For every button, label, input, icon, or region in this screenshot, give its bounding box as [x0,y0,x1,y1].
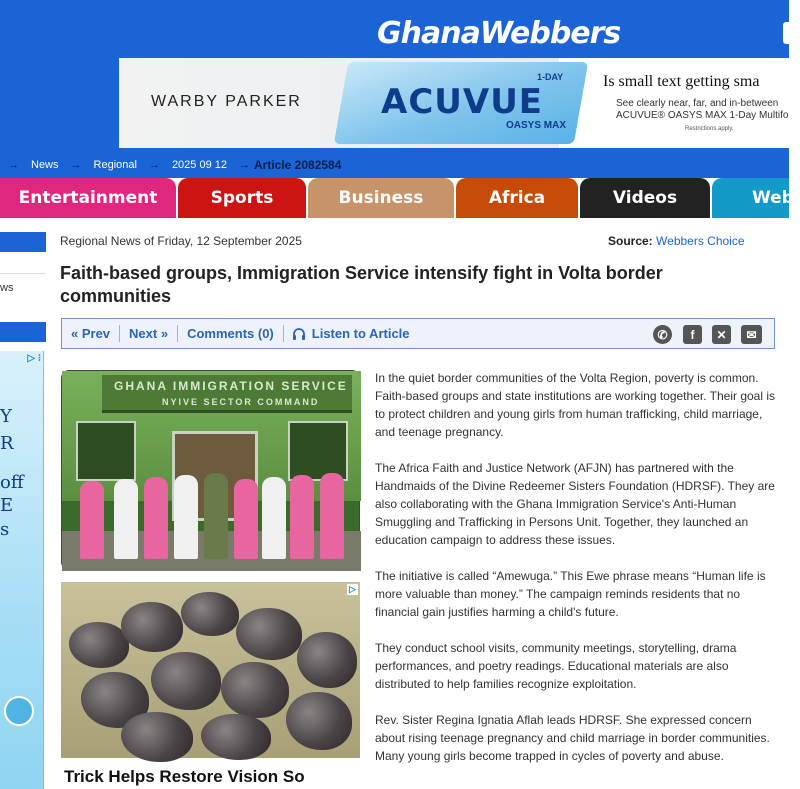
breadcrumb-regional[interactable]: Regional [93,159,137,171]
site-header [0,0,789,178]
top-ad-banner[interactable] [119,58,789,148]
photo-nut [286,692,352,750]
promo-title[interactable]: Trick Helps Restore Vision So [64,767,305,786]
sidebar-ad-text: E [0,495,14,516]
photo-nut [121,602,183,652]
comments-button[interactable]: Comments (0) [178,325,284,342]
article-paragraph: Rev. Sister Regina Ignatia Aflah leads HDRSF. She expressed concern about rising teenage pregnancy and child marriage in border communities. Many young girls become trapped in cycles of poverty and abuse. [375,713,770,763]
photo-person [234,479,258,559]
article-body [375,369,775,783]
listen-button[interactable] [284,326,410,341]
photo-nut [69,622,129,668]
article-source [608,234,745,248]
sidebar-ad[interactable] [0,351,44,789]
left-sidebar [0,218,46,789]
breadcrumb-date[interactable]: 2025 09 12 [171,159,227,171]
article-title: Faith-based groups, Immigration Service intensify fight in Volta border communities [60,263,663,306]
photo-person [144,477,168,559]
listen-label: Listen to Article [311,326,410,341]
photo-person [80,481,104,559]
ad-choices-icon[interactable]: ▷ ⁝ [27,353,41,364]
photo-nut [297,632,357,688]
facebook-icon[interactable]: f [683,325,702,344]
ad-choices-icon[interactable]: ▷ [349,584,356,594]
sidebar-ad-text: Y [0,406,12,427]
tab-entertainment[interactable]: Entertainment [0,178,176,218]
tab-africa[interactable]: Africa [456,178,578,218]
category-nav [0,178,800,218]
photo-person [290,475,314,559]
photo-nut [236,608,302,660]
tab-sports[interactable]: Sports [178,178,306,218]
ad-product-image [4,696,34,726]
photo-person [262,477,286,559]
article-paragraph: The initiative is called “Amewuga.” This Ewe phrase means “Human life is more valuable than money.” The campaign reminds residents that no financial gain justifies harming a child's future. [375,569,766,619]
prev-button[interactable]: « Prev [62,325,120,342]
photo-sign-line1: GHANA IMMIGRATION SERVICE [114,379,348,393]
header-edge-element [783,22,789,44]
sidebar-header-bar [0,232,46,252]
sidebar-ad-text: off [0,472,24,493]
article-paragraph: In the quiet border communities of the Volta Region, poverty is common. Faith-based groups and state institutions are working together. Their goal is to protect children and young girls from human trafficking, child marriage, and teenage pregnancy. [375,371,776,439]
x-twitter-icon[interactable]: ✕ [712,325,731,344]
photo-window [76,421,136,481]
photo-nut [221,662,289,718]
photo-nut [181,592,239,636]
source-link[interactable]: Webbers Choice [656,234,745,248]
promo-ad-image[interactable] [61,582,360,758]
source-label: Source: [608,234,653,248]
breadcrumb-arrow-icon: → [239,159,250,171]
breadcrumb-news[interactable]: News [31,159,59,171]
sidebar-item[interactable]: ws [0,282,14,294]
ad-restrictions: Restrictions apply. [685,126,734,132]
email-icon[interactable]: ✉ [741,325,762,344]
breadcrumb [0,156,353,174]
breadcrumb-article: Article 2082584 [254,158,342,172]
article-toolbar [61,318,775,349]
article-paragraph: The Africa Faith and Justice Network (AFJN) has partnered with the Handmaids of the Divine Redeemer Sisters Foundation (HDRSF). They are also collaborating with the Ghana Immigration Service's Anti-Human Smuggling and Trafficking in Persons Unit. Together, they launched an education campaign to address these issues. [375,461,775,547]
photo-person [204,473,228,559]
article-meta: Regional News of Friday, 12 September 2025 [60,234,302,248]
ad-copy-line1: See clearly near, far, and in-between [616,98,779,109]
breadcrumb-arrow-icon: → [70,159,82,171]
breadcrumb-arrow-icon: → [8,159,19,171]
sidebar-ad-text: s [0,519,10,540]
sidebar-ad-text: R [0,433,14,454]
photo-sign-line2: NYIVE SECTOR COMMAND [162,397,320,407]
photo-person [114,479,138,559]
breadcrumb-arrow-icon: → [148,159,160,171]
photo-nut [121,712,193,762]
ad-headline: Is small text getting sma [603,73,760,90]
article-paragraph: They conduct school visits, community meetings, storytelling, drama performances, and poetry readings. Educational materials are also distributed to help families recognize exploitation. [375,641,737,691]
ad-brand: WARBY PARKER [151,93,302,110]
ad-copy-line2: ACUVUE® OASYS MAX 1-Day Multifo [616,110,789,121]
site-logo[interactable]: GhanaWebbers [377,16,621,51]
tab-videos[interactable]: Videos [580,178,710,218]
photo-nut [151,652,221,710]
ad-product-badge: 1-DAY [537,72,564,82]
ad-product: ACUVUE [381,82,544,122]
divider [0,273,46,274]
article-photo [61,370,360,570]
tab-business[interactable]: Business [308,178,454,218]
next-button[interactable]: Next » [120,325,178,342]
tab-webl[interactable]: Webl [712,178,789,218]
ad-product-sub: OASYS MAX [506,120,567,131]
photo-nut [201,714,271,760]
whatsapp-icon[interactable]: ✆ [653,325,672,344]
photo-person [174,475,198,559]
photo-person [320,473,344,559]
photo-window [288,421,348,481]
headphones-icon [292,327,306,341]
sidebar-header-bar [0,322,46,342]
